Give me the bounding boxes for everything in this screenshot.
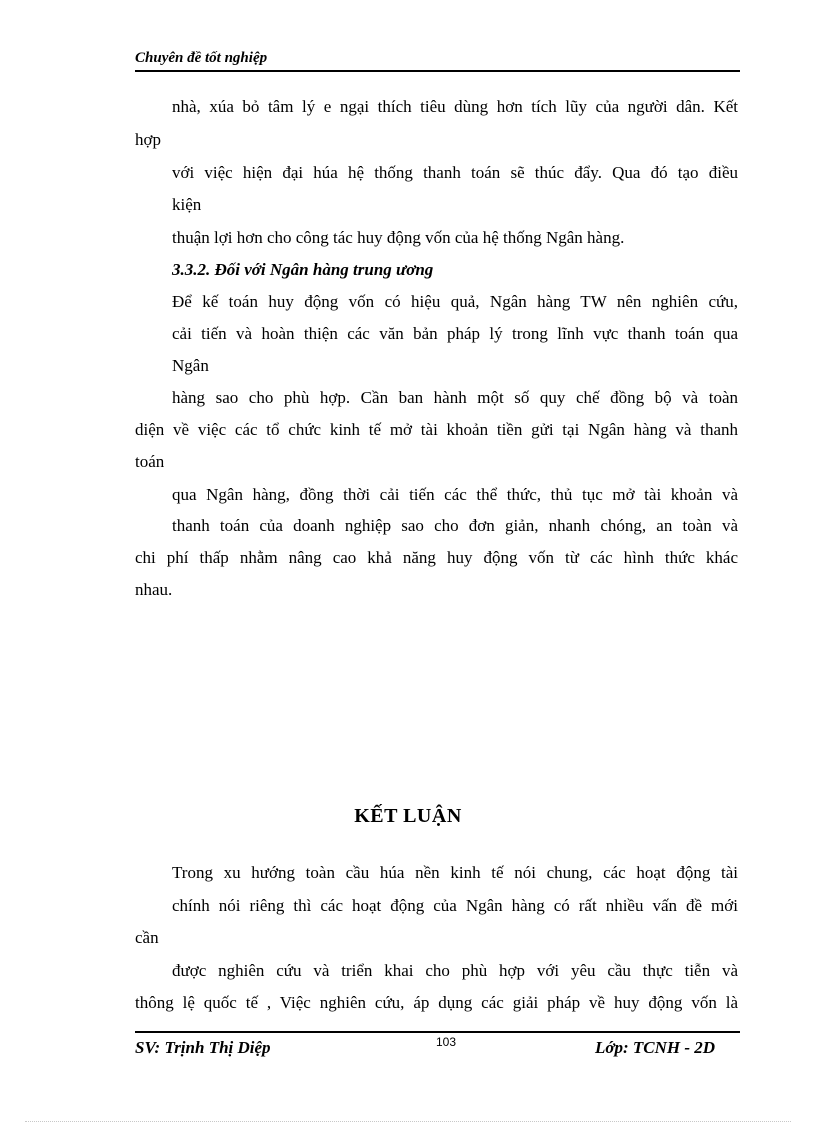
- conclusion-line-5: thông lệ quốc tế , Việc nghiên cứu, áp dụng các giải pháp về huy động vốn là: [135, 993, 738, 1012]
- body-line-10: hàng sao cho phù hợp. Cần ban hành một số quy chế đồng bộ và toàn: [172, 388, 738, 407]
- body-line-14: thanh toán của doanh nghiệp sao cho đơn giản, nhanh chóng, an toàn và: [172, 516, 738, 535]
- body-line-9: Ngân: [172, 356, 209, 375]
- page-number: 103: [436, 1035, 457, 1049]
- body-line-11: diện về việc các tổ chức kinh tế mở tài khoản tiền gửi tại Ngân hàng và thanh: [135, 420, 738, 439]
- conclusion-line-4: được nghiên cứu và triển khai cho phù hợp với yêu cầu thực tiễn và: [172, 961, 738, 980]
- body-line-8: cải tiến và hoàn thiện các văn bản pháp lý trong lĩnh vực thanh toán qua: [172, 324, 738, 343]
- page-edge-divider: [25, 1121, 791, 1122]
- conclusion-line-2: chính nói riêng thì các hoạt động của Ngân hàng có rất nhiều vấn đề mới: [172, 896, 738, 915]
- footer-rule: [135, 1031, 740, 1033]
- body-line-2: hợp: [135, 130, 161, 149]
- body-line-3: với việc hiện đại húa hệ thống thanh toán sẽ thúc đẩy. Qua đó tạo điều: [172, 163, 738, 182]
- body-line-13: qua Ngân hàng, đồng thời cải tiến các thể thức, thủ tục mở tài khoản và: [172, 485, 738, 504]
- body-line-1: nhà, xúa bỏ tâm lý e ngại thích tiêu dùng hơn tích lũy của người dân. Kết: [172, 97, 738, 116]
- conclusion-line-3: cần: [135, 928, 159, 947]
- body-line-5: thuận lợi hơn cho công tác huy động vốn của hệ thống Ngân hàng.: [172, 228, 625, 247]
- body-line-15: chi phí thấp nhằm nâng cao khả năng huy động vốn từ các hình thức khác: [135, 548, 738, 567]
- header-rule: [135, 70, 740, 72]
- body-line-12: toán: [135, 452, 165, 471]
- conclusion-title: KẾT LUẬN: [354, 805, 462, 827]
- body-line-7: Để kế toán huy động vốn có hiệu quả, Ngân hàng TW nên nghiên cứu,: [172, 292, 738, 311]
- body-line-4: kiện: [172, 195, 202, 214]
- header-title: Chuyên đề tốt nghiệp: [135, 50, 268, 66]
- body-line-16: nhau.: [135, 580, 173, 599]
- conclusion-line-1: Trong xu hướng toàn cầu húa nền kinh tế nói chung, các hoạt động tài: [172, 863, 738, 882]
- section-heading: 3.3.2. Đối với Ngân hàng trung ương: [172, 260, 434, 279]
- footer-class-name: Lớp: TCNH - 2D: [595, 1038, 716, 1057]
- footer-student-name: SV: Trịnh Thị Diệp: [135, 1038, 271, 1057]
